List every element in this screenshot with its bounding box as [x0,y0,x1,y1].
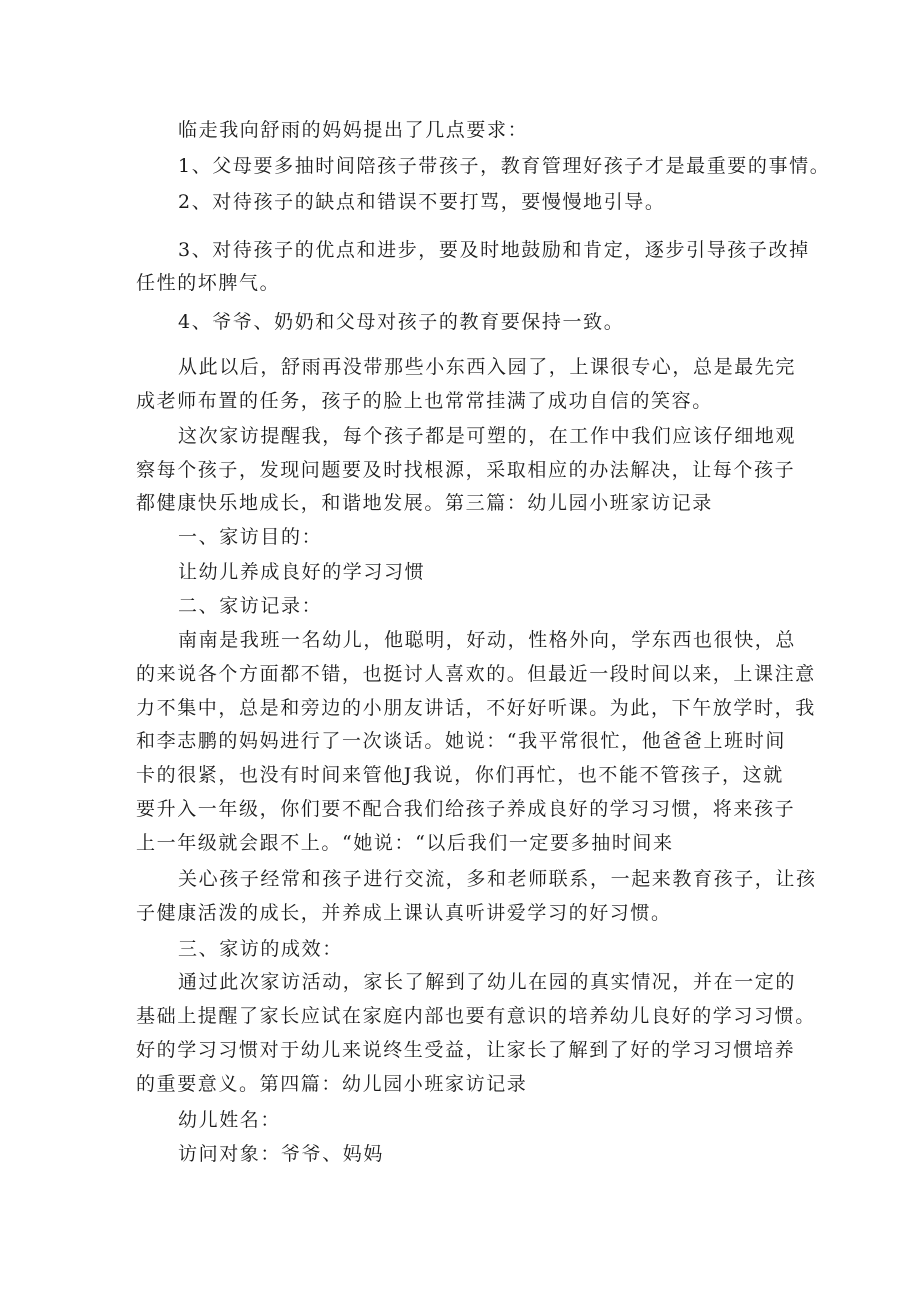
form-field-label: 访问对象：爷爷、妈妈 [178,1143,385,1165]
list-item-4: 4、爷爷、奶奶和父母对孩子的教育要保持一致。 [178,311,625,333]
paragraph-line: 从此以后，舒雨再没带那些小东西入园了，上课很专心，总是最先完 [178,356,797,378]
paragraph-line: 关心孩子经常和孩子进行交流，多和老师联系，一起来教育孩子，让孩 [178,868,817,890]
paragraph-line: 这次家访提醒我，每个孩子都是可塑的，在工作中我们应该仔细地观 [178,425,797,447]
section-heading: 三、家访的成效： [178,938,343,960]
paragraph-line: 南南是我班一名幼儿，他聪明，好动，性格外向，学东西也很快，总 [178,629,797,651]
paragraph-line: 基础上提醒了家长应试在家庭内部也要有意识的培养幼儿良好的学习习惯。 [136,1005,816,1027]
paragraph-line: 子健康活泼的成长，并养成上课认真听讲爱学习的好习惯。 [136,902,672,924]
paragraph-line: 上一年级就会跟不上。“她说：“以后我们一定要多抽时间来 [136,832,674,854]
paragraph-line: 好的学习习惯对于幼儿来说终生受益，让家长了解到了好的学习习惯培养 [136,1039,796,1061]
paragraph-line: 临走我向舒雨的妈妈提出了几点要求： [178,119,529,141]
paragraph-line: 的来说各个方面都不错，也挺讨人喜欢的。但最近一段时间以来，上课注意 [136,663,816,685]
form-field-label: 幼儿姓名： [178,1109,282,1131]
paragraph-line: 力不集中，总是和旁边的小朋友讲话，不好好听课。为此，下午放学时，我 [136,697,816,719]
paragraph-line: 成老师布置的任务，孩子的脸上也常常挂满了成功自信的笑容。 [136,390,713,412]
list-item-2: 2、对待孩子的缺点和错误不要打骂，要慢慢地引导。 [178,191,666,213]
paragraph-line: 察每个孩子，发现问题要及时找根源，采取相应的办法解决，让每个孩子 [136,459,796,481]
paragraph-line: 都健康快乐地成长，和谐地发展。第三篇：幼儿园小班家访记录 [136,492,713,514]
paragraph-line: 要升入一年级，你们要不配合我们给孩子养成良好的学习习惯，将来孩子 [136,798,796,820]
paragraph-line: 通过此次家访活动，家长了解到了幼儿在园的真实情况，并在一定的 [178,971,797,993]
section-heading: 二、家访记录： [178,595,323,617]
paragraph-line: 的重要意义。第四篇：幼儿园小班家访记录 [136,1073,528,1095]
section-heading: 一、家访目的： [178,526,323,548]
list-item-3: 3、对待孩子的优点和进步，要及时地鼓励和肯定，逐步引导孩子改掉 [178,239,810,261]
paragraph-line: 卡的很紧，也没有时间来管他J我说，你们再忙，也不能不管孩子，这就 [136,764,784,786]
list-item-1: 1、父母要多抽时间陪孩子带孩子，教育管理好孩子才是最重要的事情。 [178,155,831,177]
paragraph-line: 让幼儿养成良好的学习习惯 [178,561,426,583]
paragraph-line: 和李志鹏的妈妈进行了一次谈话。她说：“我平常很忙，他爸爸上班时间 [136,730,786,752]
list-item-3-cont: 任性的坏脾气。 [136,272,281,294]
